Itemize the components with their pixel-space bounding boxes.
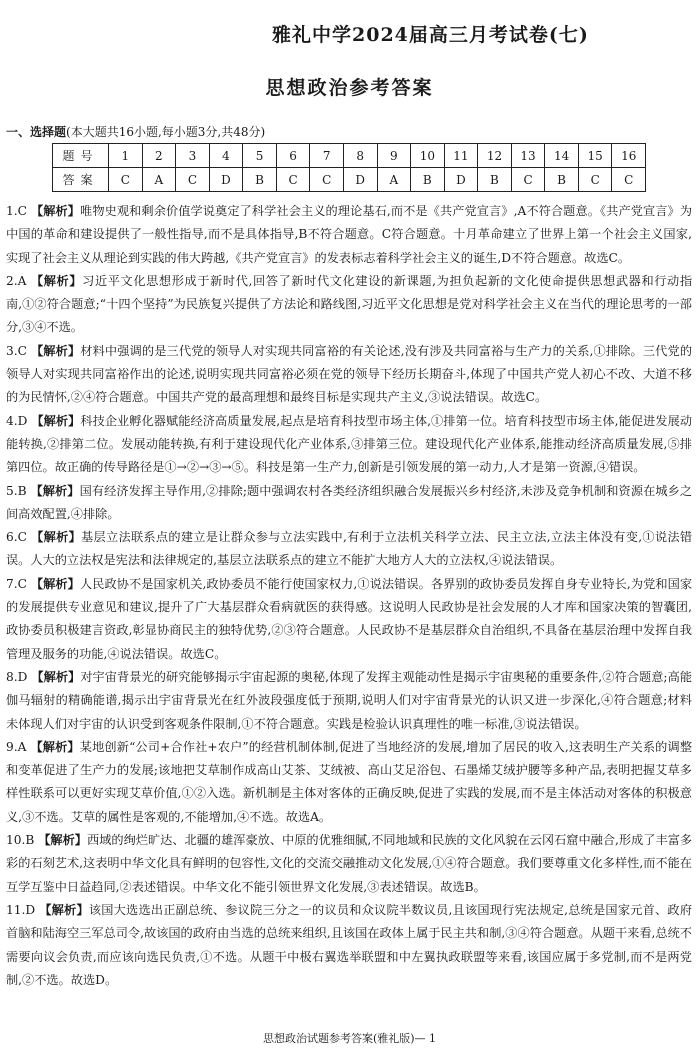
analysis-text: 习近平文化思想形成于新时代,回答了新时代文化建设的新课题,为担负起新的文化使命提供思想武器和行动指南,①②符合题意;“十四个坚持”为民族复兴提供了方法论和路线图,习近平文化思想是党对科学社会主义在当代的理论思考的一部分,③④不选。 [6,273,693,335]
explanation-item [6,480,692,527]
question-number: 2 [142,144,176,168]
answer-table-answer-row [53,168,646,192]
answer-cell: B [411,168,445,192]
explanation-item [6,410,692,480]
item-number: 6.C [6,530,27,545]
analysis-text: 对宇宙背景光的研究能够揭示宇宙起源的奥秘,体现了发挥主观能动性是揭示宇宙奥秘的重要条件,②符合题意;高能伽马辐射的精确能谱,揭示出宇宙背景光在红外波段强度低于预期,说明人们对宇宙背景光的认识又进一步深化,④符合题意;材料未体现人们对宇宙的认识受到客观条件限制,①不符合题意。实践是检验认识真理性的唯一标准,③说法错误。 [6,669,693,731]
item-number: 8.D [6,669,28,684]
item-number: 5.B [6,483,27,498]
question-number: 1 [109,144,143,168]
page-footer: 思想政治试题参考答案(雅礼版)— 1 [262,1032,437,1045]
explanation-item [6,270,692,340]
analysis-text: 人民政协不是国家机关,政协委员不能行使国家权力,①说法错误。各界别的政协委员发挥自身专业特长,为党和国家的发展提供专业意见和建议,提升了广大基层群众看病就医的获得感。这说明人民政协是社会发展的人才库和国家决策的智囊团,政协委员积极建言资政,彰显协商民主的独特优势,②③符合题意。人民政协不是基层群众自治组织,不具备在基层治理中发挥自我管理及服务的功能,④说法错误。故选C。 [6,576,693,661]
question-number: 6 [276,144,310,168]
analysis-text: 该国大选选出正副总统、参议院三分之一的议员和众议院半数议员,且该国现行宪法规定,总统是国家元首、政府首脑和陆海空三军总司令,故该国的政府由当选的总统来组织,且该国在政体上属于民主共和制,③④符合题意。从题干来看,总统不需要向议会负责,而应该向选民负责,①不选。从题干中极右翼选举联盟和中左翼执政联盟等来看,该国应属于多党制,而不是两党制,②不选。故选D。 [6,902,693,987]
analysis-text: 材料中强调的是三代党的领导人对实现共同富裕的有关论述,没有涉及共同富裕与生产力的关系,①排除。三代党的领导人对实现共同富裕作出的论述,说明实现共同富裕必须在党的领导下经历长期奋斗,体现了中国共产党人初心不改、大道不移的为民情怀,②④符合题意。中国共产党的最高理想和最终目标是实现共产主义,③说法错误。故选C。 [6,343,693,405]
answer-cell: C [511,168,545,192]
answer-cell: B [478,168,512,192]
analysis-text: 科技企业孵化器赋能经济高质量发展,起点是培育科技型市场主体,①排第一位。培育科技型市场主体,能促进发展动能转换,②排第二位。发展动能转换,有利于建设现代化产业体系,③排第三位。建设现代化产业体系,能推动经济高质量发展,⑤排第四位。故正确的传导路径是①→②→③→⑤。科技是第一生产力,创新是引领发展的第一动力,人才是第一资源,④错误。 [6,413,693,475]
question-number: 9 [377,144,411,168]
item-number: 1.C [6,204,27,218]
answer-table-number-row [53,144,646,168]
answer-cell: C [612,168,646,192]
explanation-item [6,666,692,736]
explanation-list [6,200,692,992]
answer-cell: C [276,168,310,192]
analysis-tag: 【解析】 [31,413,81,428]
explanation-item [6,573,692,666]
answer-cell: C [578,168,612,192]
analysis-tag: 【解析】 [30,576,80,591]
analysis-tag: 【解析】 [30,483,80,498]
analysis-tag: 【解析】 [30,273,83,288]
item-number: 11.D [6,902,36,917]
section-note: (本大题共16小题,每小题3分,共48分) [66,125,266,139]
question-number: 15 [578,144,612,168]
answer-table [52,143,646,192]
explanation-item [6,526,692,573]
answer-cell: D [209,168,243,192]
row-label-number: 题号 [53,144,109,168]
question-number: 16 [612,144,646,168]
school-title: 雅礼中学2024届高三月考试卷(七) [272,24,589,46]
analysis-text: 国有经济发挥主导作用,②排除;题中强调农村各类经济组织融合发展振兴乡村经济,未涉及竞争机制和资源在城乡之间高效配置,④排除。 [6,483,693,521]
question-number: 14 [545,144,579,168]
analysis-text: 唯物史观和剩余价值学说奠定了科学社会主义的理论基石,而不是《共产党宣言》,A不符合题意。《共产党宣言》为中国的革命和建设提供了一般性指导,而不是具体指导,B不符合题意。C符合题意。十月革命建立了世界上第一个社会主义国家,实现了社会主义从理论到实践的伟大跨越,《共产党宣言》的发表标志着科学社会主义的诞生,D不符合题意。故选C。 [6,204,693,265]
analysis-tag: 【解析】 [30,343,81,358]
answer-cell: D [343,168,377,192]
explanation-item [6,340,692,410]
analysis-tag: 【解析】 [30,204,81,218]
question-number: 11 [444,144,478,168]
item-number: 3.C [6,343,27,358]
item-number: 7.C [6,576,27,591]
row-label-answer: 答案 [53,168,109,192]
analysis-text: 西域的绚烂旷达、北疆的雄浑豪放、中原的优雅细腻,不同地域和民族的文化风貌在云冈石窟中融合,形成了丰富多彩的石刻艺术,这表明中华文化具有鲜明的包容性,文化的交流交融推动文化发展,①④符合题意。我们要尊重文化多样性,而不能在互学互鉴中日益趋同,②表述错误。中华文化不能引领世界文化发展,③表述错误。故选B。 [6,833,693,894]
answer-cell: D [444,168,478,192]
section-label: 一、选择题 [6,125,67,139]
analysis-tag: 【解析】 [39,902,89,917]
section-heading [6,123,265,140]
item-number: 4.D [6,413,28,428]
item-number: 10.B [6,833,35,848]
analysis-tag: 【解析】 [31,530,82,545]
answer-cell: A [142,168,176,192]
answer-cell: B [545,168,579,192]
question-number: 13 [511,144,545,168]
explanation-item [6,899,692,992]
analysis-text: 基层立法联系点的建立是让群众参与立法实践中,有利于立法机关科学立法、民主立法,立法主体没有变,①说法错误。人大的立法权是宪法和法律规定的,基层立法联系点的建立不能扩大地方人大的立法权,④说法错误。 [6,530,693,568]
item-number: 9.A [6,739,27,754]
explanation-item [6,736,692,829]
answer-cell: A [377,168,411,192]
answer-cell: C [109,168,143,192]
answer-cell: C [176,168,210,192]
item-number: 2.A [6,273,27,288]
explanation-item [6,829,692,899]
answer-cell: B [243,168,277,192]
question-number: 3 [176,144,210,168]
analysis-tag: 【解析】 [38,833,87,848]
question-number: 7 [310,144,344,168]
question-number: 5 [243,144,277,168]
subject-title: 思想政治参考答案 [265,77,434,99]
question-number: 12 [478,144,512,168]
analysis-text: 某地创新“公司+合作社+农户”的经营机制体制,促进了当地经济的发展,增加了居民的收入,这表明生产关系的调整和变革促进了生产力的发展;该地把艾草制作成高山艾茶、艾绒被、高山艾足浴包、石墨烯艾绒护腰等多种产品,表明把握艾草多样性联系可以更好实现艾草价值,①②入选。新机制是主体对客体的正确反映,促进了实践的发展,而不是主体活动对客体的积极意义,③不选。艾草的属性是客观的,不能增加,④不选。故选A。 [6,739,693,824]
question-number: 4 [209,144,243,168]
question-number: 10 [411,144,445,168]
analysis-tag: 【解析】 [31,669,81,684]
answer-cell: C [310,168,344,192]
question-number: 8 [343,144,377,168]
explanation-item [6,200,692,270]
analysis-tag: 【解析】 [30,739,80,754]
